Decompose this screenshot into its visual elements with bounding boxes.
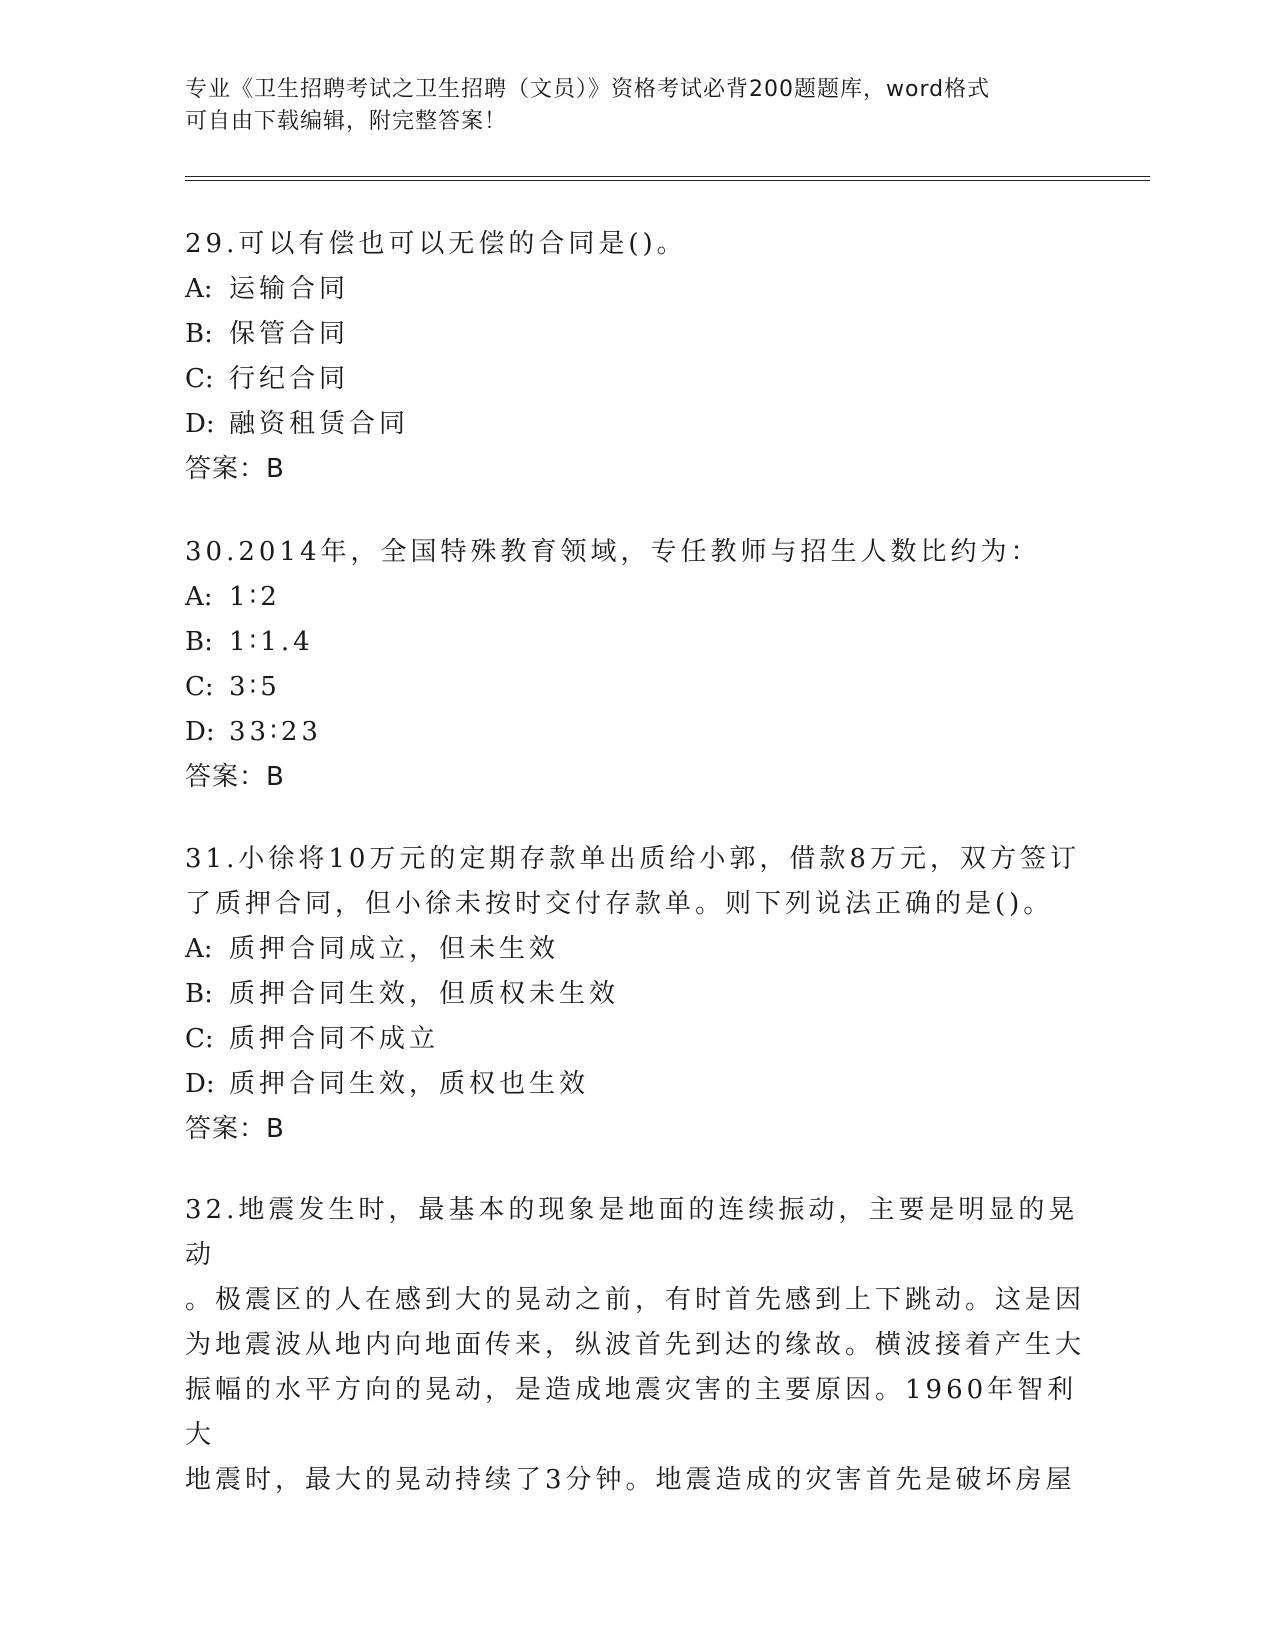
header-line-1: 专业《卫生招聘考试之卫生招聘（文员）》资格考试必背200题题库，word格式 [185, 77, 991, 102]
option-text: 融资租赁合同 [229, 409, 410, 439]
question-32 [185, 1188, 1085, 1503]
option-label: D: [185, 409, 215, 439]
option-a [185, 267, 1085, 312]
option-text: 质押合同成立，但未生效 [229, 934, 560, 964]
option-c [185, 665, 1085, 710]
question-30 [185, 530, 1085, 800]
question-stem-line-2: 。极震区的人在感到大的晃动之前，有时首先感到上下跳动。这是因 [185, 1285, 1086, 1315]
question-stem-line-1: 32.地震发生时，最基本的现象是地面的连续振动，主要是明显的晃动 [185, 1195, 1079, 1270]
header-divider [185, 176, 1150, 181]
option-text: 3∶5 [229, 672, 281, 702]
option-d [185, 1062, 1085, 1107]
question-31 [185, 837, 1085, 1152]
option-text: 1∶2 [229, 582, 281, 612]
question-stem-line-1: 31.小徐将10万元的定期存款单出质给小郭，借款8万元，双方签订 [185, 844, 1080, 874]
question-stem-line-3: 为地震波从地内向地面传来，纵波首先到达的缘故。横波接着产生大 [185, 1330, 1086, 1360]
option-b [185, 620, 1085, 665]
option-text: 质押合同生效，但质权未生效 [229, 979, 620, 1009]
option-label: C: [185, 364, 214, 394]
option-label: C: [185, 672, 214, 702]
answer: 答案：B [185, 762, 285, 792]
question-stem-line-2: 了质押合同，但小徐未按时交付存款单。则下列说法正确的是()。 [185, 889, 1054, 919]
option-text: 质押合同生效，质权也生效 [229, 1069, 590, 1099]
option-text: 运输合同 [229, 274, 350, 304]
option-text: 行纪合同 [229, 364, 350, 394]
option-label: D: [185, 1069, 215, 1099]
option-d [185, 710, 1085, 755]
option-text: 保管合同 [229, 319, 350, 349]
option-a [185, 575, 1085, 620]
option-label: B: [185, 319, 213, 349]
answer: 答案：B [185, 1114, 285, 1144]
option-b [185, 972, 1085, 1017]
option-label: B: [185, 627, 213, 657]
question-stem-line-5: 地震时，最大的晃动持续了3分钟。地震造成的灾害首先是破坏房屋 [185, 1465, 1076, 1495]
answer: 答案：B [185, 454, 285, 484]
option-d [185, 402, 1085, 447]
option-label: C: [185, 1024, 214, 1054]
option-b [185, 312, 1085, 357]
header-line-2: 可自由下载编辑，附完整答案！ [185, 109, 508, 134]
question-stem: 30.2014年，全国特殊教育领域，专任教师与招生人数比约为： [185, 537, 1041, 567]
option-text: 质押合同不成立 [229, 1024, 440, 1054]
option-label: A: [185, 274, 213, 304]
option-label: B: [185, 979, 213, 1009]
option-label: A: [185, 934, 213, 964]
option-text: 33∶23 [229, 717, 322, 747]
option-label: A: [185, 582, 213, 612]
option-c [185, 357, 1085, 402]
document-header [185, 74, 1085, 138]
option-label: D: [185, 717, 215, 747]
question-stem: 29.可以有偿也可以无偿的合同是()。 [185, 229, 687, 259]
option-c [185, 1017, 1085, 1062]
option-text: 1∶1.4 [229, 627, 314, 657]
question-29 [185, 222, 1085, 492]
question-stem-line-4: 振幅的水平方向的晃动，是造成地震灾害的主要原因。1960年智利大 [185, 1375, 1078, 1450]
option-a [185, 927, 1085, 972]
